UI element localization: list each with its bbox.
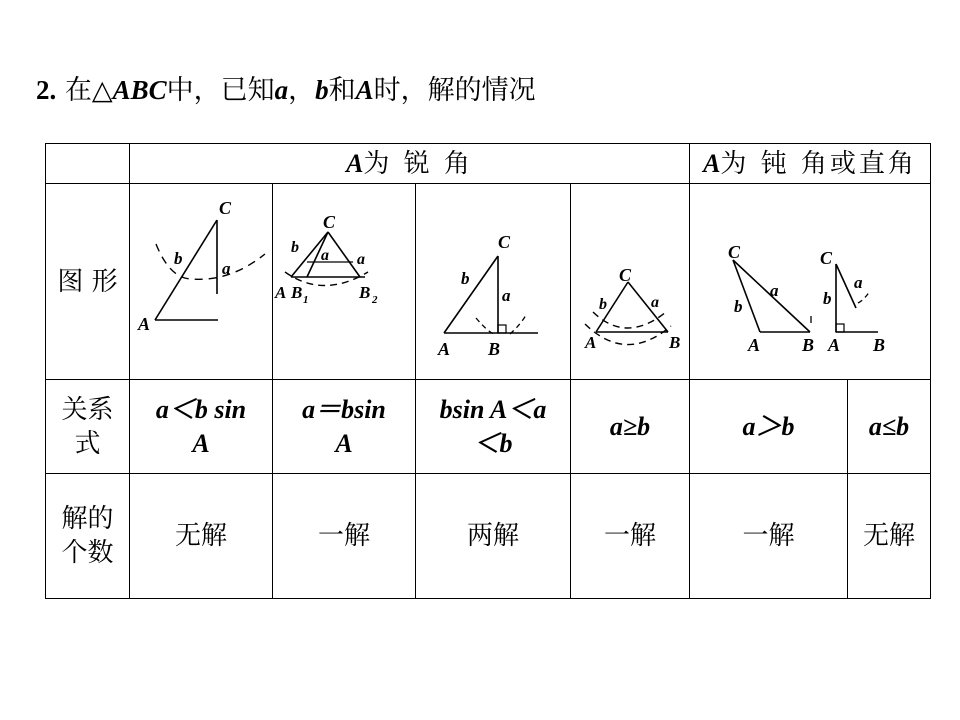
f2-label-A: A [275,283,287,302]
relation-cell: bsin A＜a ＜b [416,380,571,474]
solution-cell: 一解 [690,474,848,599]
f2-label-a: a [321,247,329,264]
relation-cell: a≤b [848,380,931,474]
heading-a: a [274,75,289,105]
diagram-obtuse-and-right [690,184,931,370]
relation-row-label: 关系 式 [46,380,130,474]
heading-mid2: 和 [328,75,356,106]
f1-label-C: C [219,198,232,218]
f1-label-A: A [138,314,151,334]
figure-no-solution [130,184,273,380]
f3-label-C: C [498,232,511,252]
f6-label-b: b [823,289,832,308]
f6-label-B: B [873,335,886,355]
heading-b: b [315,75,329,105]
figure-a-ge-b [571,184,690,380]
f4-label-A: A [585,333,597,352]
f2-label-a2: a [357,251,365,268]
f6-label-C: C [820,248,833,268]
f5-label-b: b [734,297,743,316]
obtuse-header: A为 钝 角或直角 [690,144,931,184]
corner-cell [46,144,130,184]
section-heading [36,70,536,111]
f1-label-b: b [174,249,183,268]
f4-label-C: C [619,265,632,285]
solution-cell: 无解 [130,474,273,599]
f3-label-b: b [461,269,470,288]
f2-label-B2-sub: 2 [372,294,378,306]
relation-cell: a≥b [571,380,690,474]
f5-label-B: B [802,335,815,355]
relation-row [46,380,931,474]
diagram-a-lt-bsinA [130,184,273,370]
f6-label-a: a [854,273,863,292]
f5-label-A: A [748,335,761,355]
diagram-two-intersections [273,184,416,370]
heading-abc: ABC [112,75,167,105]
figure-row [46,184,931,380]
f2-label-C: C [323,212,336,232]
f4-label-b: b [599,296,607,313]
figure-row-label: 图 形 [46,184,130,380]
solution-cell: 一解 [273,474,416,599]
diagram-right-angle [416,184,571,370]
f2-label-B1-sub: 1 [303,294,309,306]
relation-cell: a＜b sin A [130,380,273,474]
solution-cases-table [45,143,931,599]
f4-label-a: a [651,294,659,311]
figure-two-solutions [416,184,571,380]
figure-right-triangle-case [273,184,416,380]
f5-label-a: a [770,281,779,300]
solution-count-label: 解的 个数 [46,474,130,599]
f3-label-B: B [488,339,501,359]
heading-A: A [355,75,374,105]
acute-header: A为 锐 角 [130,144,690,184]
solution-cell: 一解 [571,474,690,599]
solution-count-row [46,474,931,599]
figure-obtuse-or-right [690,184,931,380]
heading-comma: ， [288,75,316,106]
diagram-isosceles [571,184,690,370]
f2-label-B2: B [359,283,371,302]
heading-mid1: 中，已知 [166,75,275,106]
f2-label-b: b [291,239,299,256]
heading-post: 时，解的情况 [373,75,536,106]
heading-number: 2. [36,75,57,105]
solution-cell: 两解 [416,474,571,599]
relation-cell: a＝bsin A [273,380,416,474]
solution-cell: 无解 [848,474,931,599]
heading-pre: 在△ [64,75,113,106]
f6-label-A: A [828,335,841,355]
f5-label-C: C [728,242,741,262]
table-header-row [46,144,931,184]
f2-label-B1: B [291,283,303,302]
relation-cell: a＞b [690,380,848,474]
f1-label-a: a [222,259,231,278]
f4-label-B: B [669,333,681,352]
f3-label-A: A [438,339,451,359]
f3-label-a: a [502,286,511,305]
